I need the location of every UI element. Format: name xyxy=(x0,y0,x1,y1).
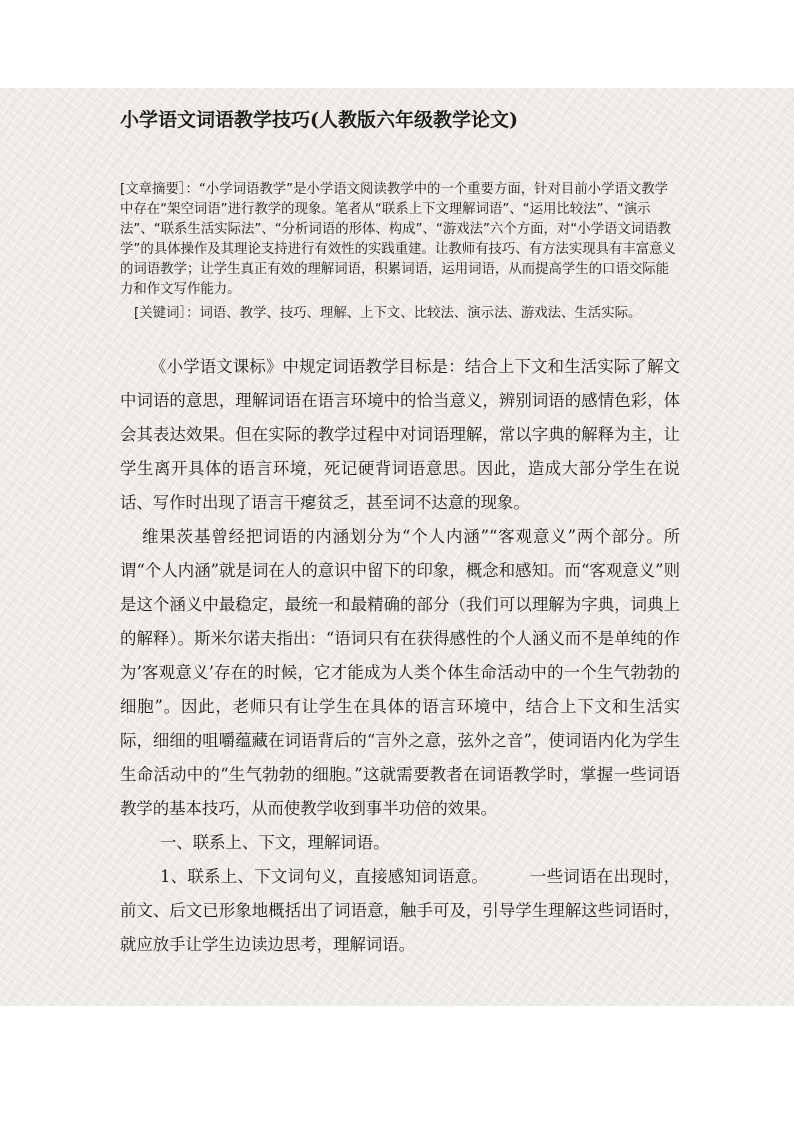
keywords-label: [关键词］： xyxy=(134,306,200,321)
abstract xyxy=(120,180,680,300)
body-paragraph: 《小学语文课标》中规定词语教学目标是：结合上下文和生活实际了解文中词语的意思，理解词语在语言环境中的恰当意义，辨别词语的感情色彩，体会其表达效果。但在实际的教学过程中对词语理解，常以字典的解释为主，让学生离开具体的语言环境，死记硬背词语意思。因此，造成大部分学生在说话、写作时出现了语言干瘪贫乏，甚至词不达意的现象。 xyxy=(120,357,680,512)
document-title: 小学语文词语教学技巧(人教版六年级教学论文) xyxy=(120,109,518,131)
keywords xyxy=(134,304,694,324)
keywords-text: 词语、教学、技巧、理解、上下文、比较法、演示法、游戏法、生活实际。 xyxy=(199,306,642,321)
section-heading: 一、联系上、下文，理解词语。 xyxy=(160,833,390,852)
body-paragraph: 维果茨基曾经把词语的内涵划分为“个人内涵”“客观意义”两个部分。所谓“个人内涵”就是词在人的意识中留下的印象，概念和感知。而“客观意义”则是这个涵义中最稳定，最统一和最精确的部分（我们可以理解为字典，词典上的解释）。斯米尔诺夫指出：“语词只有在获得感性的个人涵义而不是单纯的作为’客观意义’存在的时候，它才能成为人类个体生命活动中的一个生气勃勃的细胞”。因此，老师只有让学生在具体的语言环境中，结合上下文和生活实际，细细的咀嚼蕴藏在词语背后的“言外之意，弦外之音”，使词语内化为学生生命活动中的“生气勃勃的细胞。”这就需要教者在词语教学时，掌握一些词语教学的基本技巧，从而使教学收到事半功倍的效果。 xyxy=(120,527,680,818)
subsection-text: 一些词语在出现时，前文、后文已形象地概括出了词语意，触手可及，引导学生理解这些词语时，就应放手让学生边读边思考，理解词语。 xyxy=(120,867,681,954)
abstract-text: “小学词语教学”是小学语文阅读教学中的一个重要方面，针对目前小学语文教学中存在“架空词语”进行教学的现象。笔者从“联系上下文理解词语”、“运用比较法”、“演示法”、“联系生活实际法”、“分析词语的形体、构成”、“游戏法”六个方面，对“小学语文词语教学”的具体操作及其理论支持进行有效性的实践重建。让教师有技巧、有方法实现具有丰富意义的词语教学；让学生真正有效的理解词语，积累词语，运用词语，从而提高学生的口语交际能力和作文写作能力。 xyxy=(120,182,676,297)
subsection-paragraph xyxy=(120,860,680,962)
body-text xyxy=(120,350,680,962)
subsection-heading: 1、联系上、下文词句义，直接感知词语意。 xyxy=(160,867,480,886)
abstract-label: [文章摘要］： xyxy=(120,182,199,197)
